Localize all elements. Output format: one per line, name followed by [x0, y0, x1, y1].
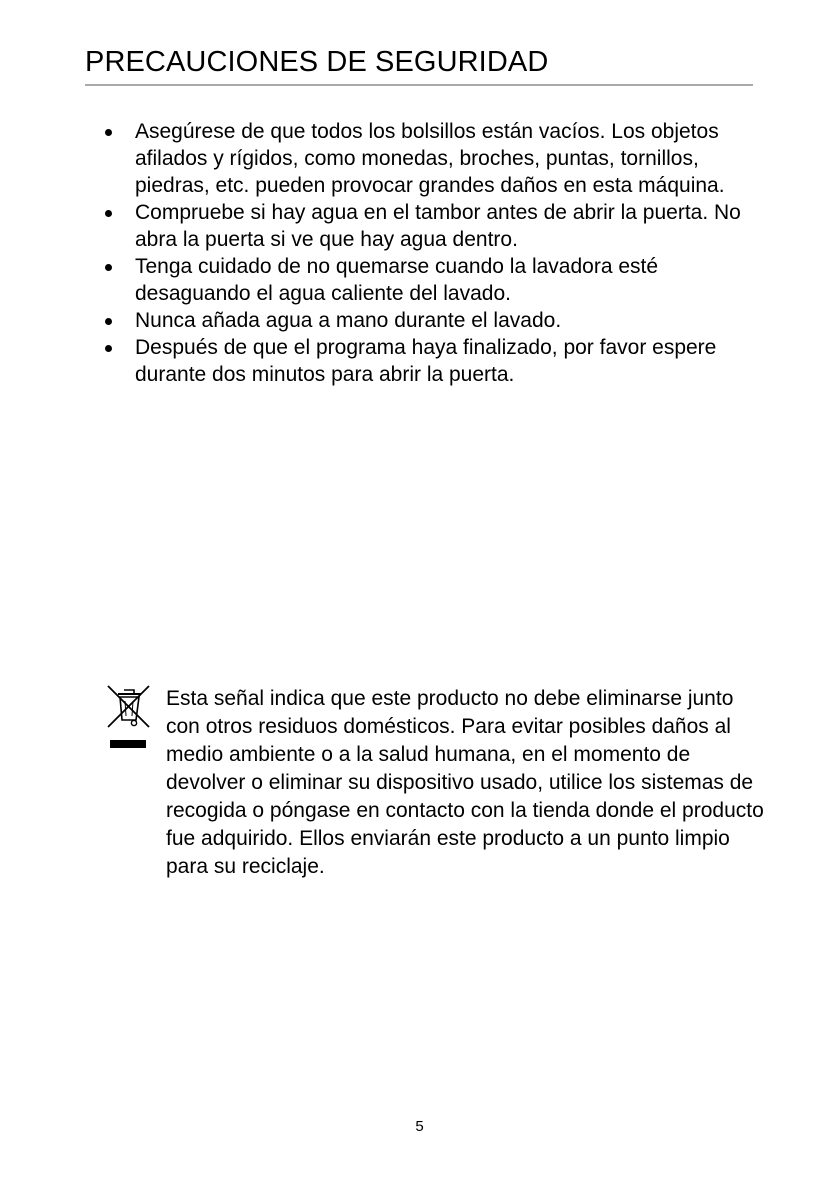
list-item — [96, 334, 756, 388]
bullet-icon — [105, 345, 112, 352]
list-item-text: Nunca añada agua a mano durante el lavado. — [135, 309, 562, 332]
bullet-icon — [105, 129, 112, 136]
precautions-list — [96, 118, 756, 388]
list-item-text: Asegúrese de que todos los bolsillos están vacíos. Los objetos afilados y rígidos, como monedas, broches, puntas, tornillos, piedras, etc. pueden provocar grandes daños en esta máquina. — [135, 120, 725, 197]
list-item — [96, 118, 756, 199]
page-title: PRECAUCIONES DE SEGURIDAD — [85, 46, 549, 78]
list-item-text: Compruebe si hay agua en el tambor antes de abrir la puerta. No abra la puerta si ve que hay agua dentro. — [135, 201, 741, 251]
page-number: 5 — [415, 1118, 424, 1135]
list-item — [96, 253, 756, 307]
bullet-icon — [105, 210, 112, 217]
weee-notice-text: Esta señal indica que este producto no debe eliminarse junto con otros residuos domésticos. Para evitar posibles daños al medio ambiente o a la salud humana, en el momento de devolver o eliminar su dispositivo usado, utilice los sistemas de recogida o póngase en contacto con la tienda donde el producto fue adquirido. Ellos enviarán este producto a un punto limpio para su reciclaje. — [166, 687, 764, 878]
list-item-text: Tenga cuidado de no quemarse cuando la lavadora esté desaguando el agua caliente del lavado. — [135, 255, 659, 305]
crossed-out-wheelie-bin-icon — [105, 683, 153, 753]
list-item — [96, 307, 756, 334]
list-item — [96, 199, 756, 253]
bullet-icon — [105, 318, 112, 325]
list-item-text: Después de que el programa haya finalizado, por favor espere durante dos minutos para abrir la puerta. — [135, 336, 717, 386]
bullet-icon — [105, 264, 112, 271]
title-divider — [85, 84, 753, 86]
